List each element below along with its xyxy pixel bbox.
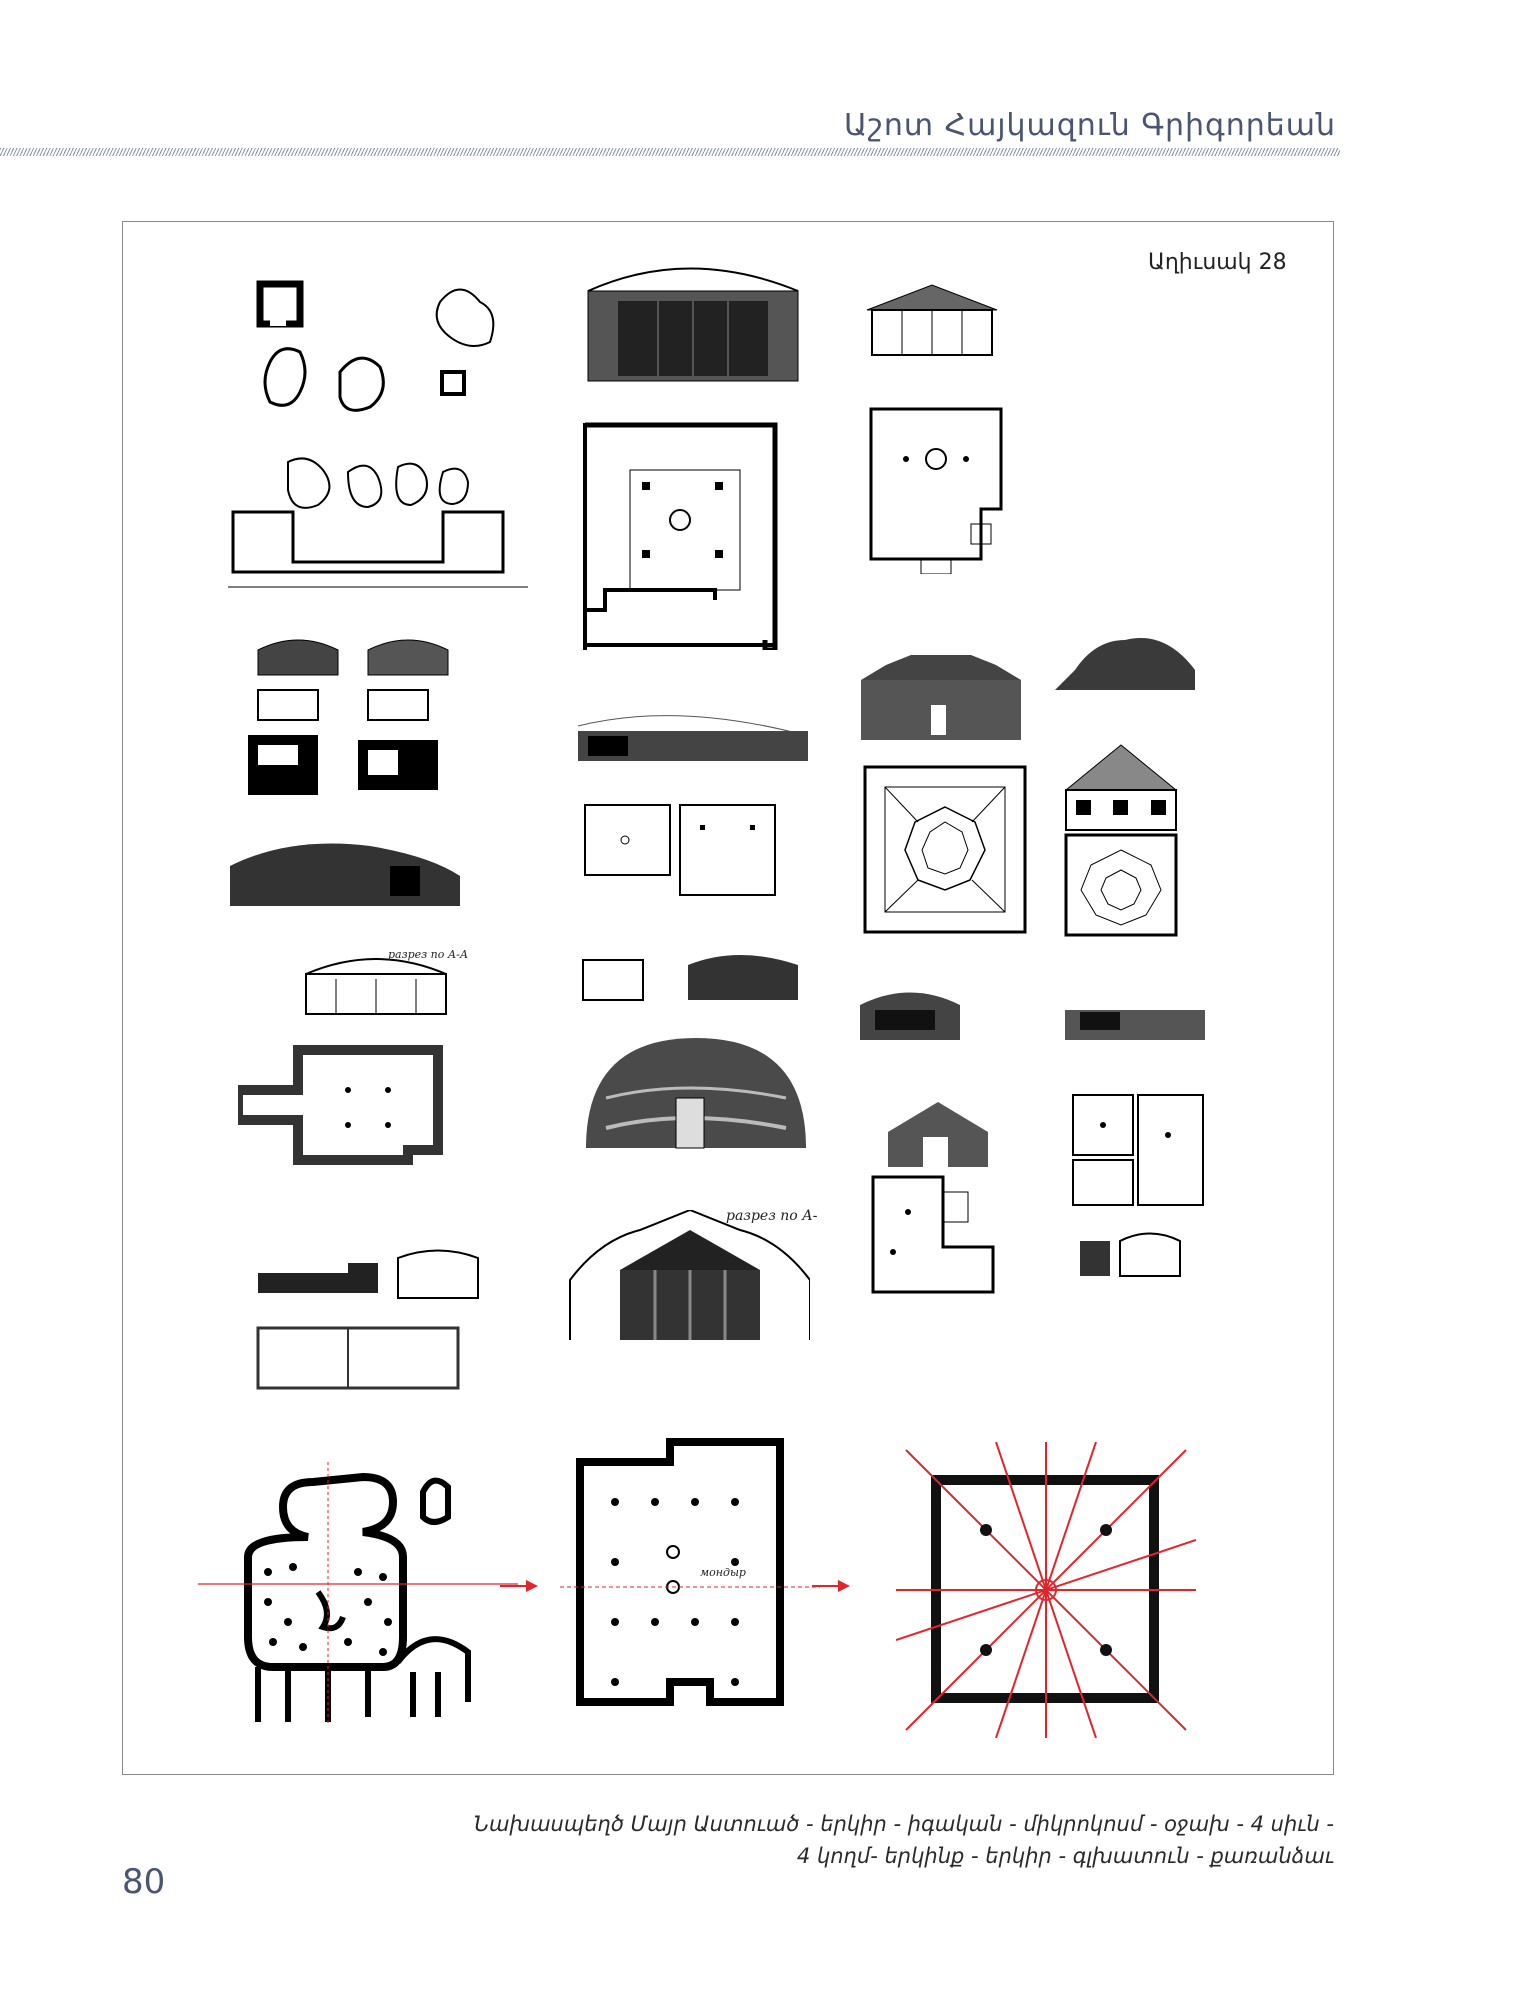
low-house-elevation [578, 696, 808, 766]
section-elevation-2 [578, 940, 808, 1010]
gabled-house-elevation [862, 280, 1002, 360]
multi-room-plan-1 [868, 1172, 998, 1297]
stone-dome-photo [566, 1028, 816, 1168]
figure-caption [434, 1808, 1334, 1872]
arrow-right-icon [812, 1578, 852, 1594]
radial-ceiling-plan-1 [860, 762, 1030, 937]
arrow-right-icon [500, 1578, 540, 1594]
running-head-title: Աշոտ Հայկազուն Գրիգորեան [843, 108, 1336, 143]
church-facade-elevation [578, 266, 808, 386]
center-mark-label: мондыр [700, 1566, 746, 1579]
two-room-plan [580, 800, 780, 910]
radial-ceiling-plan-2 [1056, 740, 1186, 940]
page-number: 80 [122, 1862, 166, 1902]
cave-section-sketch [228, 452, 528, 602]
header-rule [0, 148, 1340, 156]
house-elevation-and-plan [238, 1228, 488, 1408]
cosmic-square-diagram [896, 1442, 1196, 1738]
long-house-elevation-1 [850, 980, 990, 1050]
cross-hall-plan [866, 404, 1006, 574]
multi-room-plan-2 [1068, 1090, 1208, 1210]
earth-dwelling-photo [230, 826, 460, 906]
dwelling-elevation-sketches [228, 620, 558, 810]
petroglyph-mother-goddess [198, 1462, 518, 1726]
plan-drawing-1 [238, 1040, 488, 1170]
small-hut-section [1060, 1226, 1210, 1281]
caption-line-2: 4 կողմ- երկինք - երկիր - գլխատուն - քառանձաւ [796, 1844, 1334, 1868]
domed-ruin-photo [1050, 630, 1200, 700]
square-plan-drawing [580, 420, 780, 650]
stepped-roof-elevation [856, 640, 1026, 745]
long-house-elevation-2 [1060, 990, 1210, 1050]
cave-plan-sketch-1 [230, 272, 530, 442]
caption-line-1: Նախասպեղծ Մայր Աստուած - երկիր - իգական - միկրոկոսմ - օջախ - 4 սիւն - [473, 1812, 1334, 1836]
figure-label: Աղիւսակ 28 [1148, 250, 1287, 275]
section-label-a2: разрез по А- [726, 1208, 818, 1224]
section-label-a: разрез по А-А [388, 948, 469, 961]
hall-plan-with-columns [560, 1432, 820, 1712]
timber-roof-section [560, 1210, 810, 1350]
gabled-cottage-photo [868, 1092, 1018, 1172]
